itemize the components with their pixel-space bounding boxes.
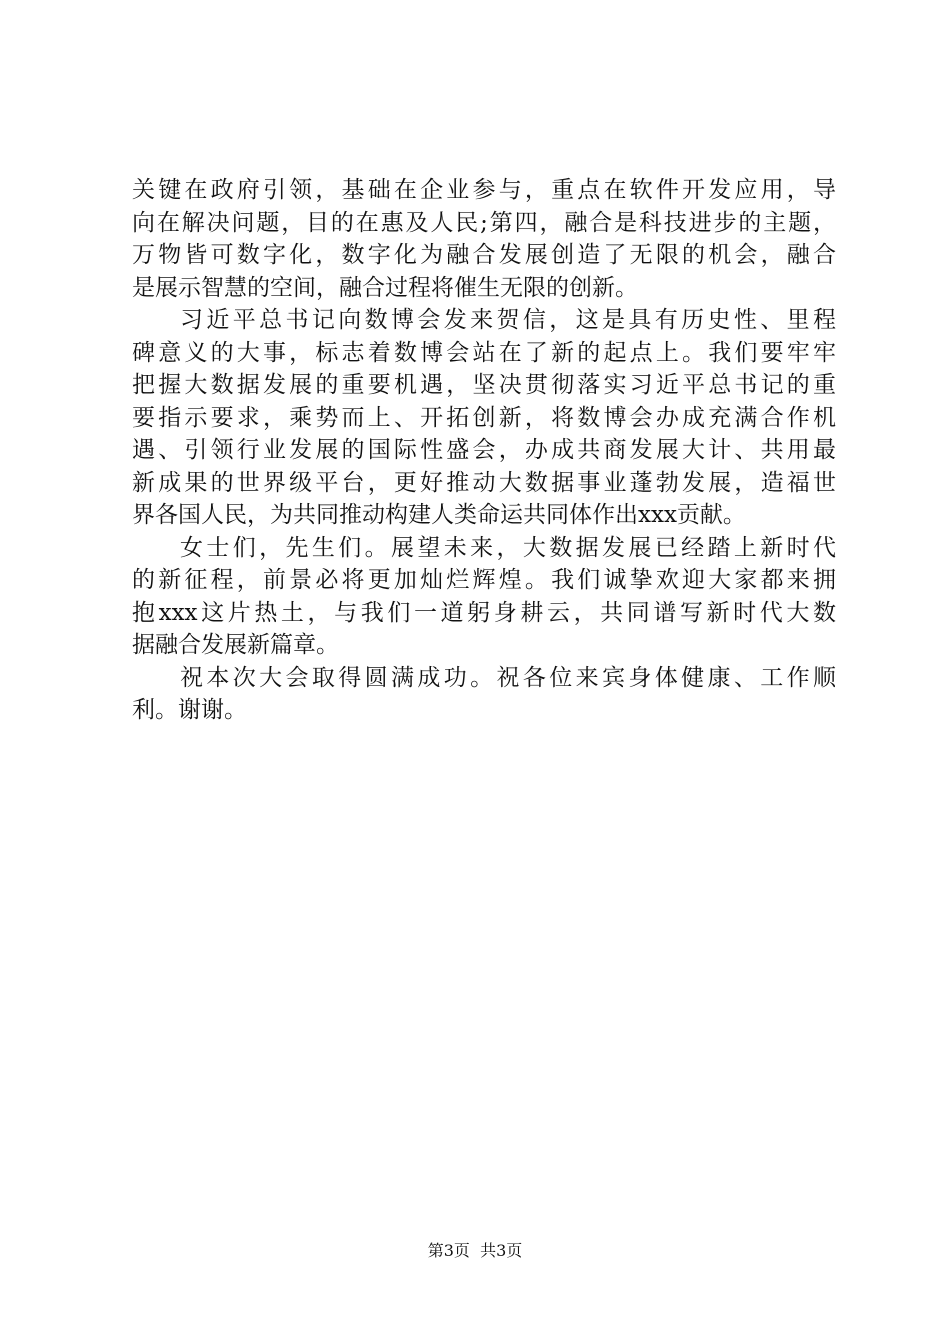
text-line: 的新征程，前景必将更加灿烂辉煌。我们诚挚欢迎大家都来拥: [132, 567, 836, 593]
paragraph-first-line: 祝本次大会取得圆满成功。祝各位来宾身体健康、工作顺: [180, 664, 836, 691]
text-line: 碑意义的大事，标志着数博会站在了新的起点上。我们要牢牢: [132, 339, 836, 366]
text-line: 新成果的世界级平台，更好推动大数据事业蓬勃发展，造福世: [132, 469, 836, 496]
text-line: 据融合发展新篇章。: [132, 632, 339, 658]
paragraph-first-line: 女士们，先生们。展望未来，大数据发展已经踏上新时代: [180, 534, 836, 561]
text-line: 要指示要求，乘势而上、开拓创新，将数博会办成充满合作机: [132, 404, 836, 431]
text-line: 关键在政府引领，基础在企业参与，重点在软件开发应用，导: [132, 177, 836, 203]
paragraph-first-line: 习近平总书记向数博会发来贺信，这是具有历史性、里程: [180, 307, 836, 333]
page-total: 共3页: [480, 1241, 523, 1260]
text-line: 把握大数据发展的重要机遇，坚决贯彻落实习近平总书记的重: [132, 372, 836, 398]
text-line: 利。谢谢。: [132, 697, 247, 723]
page-number: 第3页: [427, 1241, 470, 1260]
text-line: 万物皆可数字化，数字化为融合发展创造了无限的机会，融合: [132, 242, 836, 268]
text-line: 是展示智慧的空间，融合过程将催生无限的创新。: [132, 274, 638, 301]
body-text: [132, 174, 836, 727]
text-line: 遇、引领行业发展的国际性盛会，办成共商发展大计、共用最: [132, 437, 836, 463]
text-line: 抱xxx这片热土，与我们一道躬身耕云，共同谱写新时代大数: [132, 599, 836, 626]
page-footer: [0, 1241, 950, 1261]
text-line: 向在解决问题，目的在惠及人民;第四，融合是科技进步的主题，: [132, 209, 836, 236]
text-line: 界各国人民，为共同推动构建人类命运共同体作出xxx贡献。: [132, 502, 746, 528]
